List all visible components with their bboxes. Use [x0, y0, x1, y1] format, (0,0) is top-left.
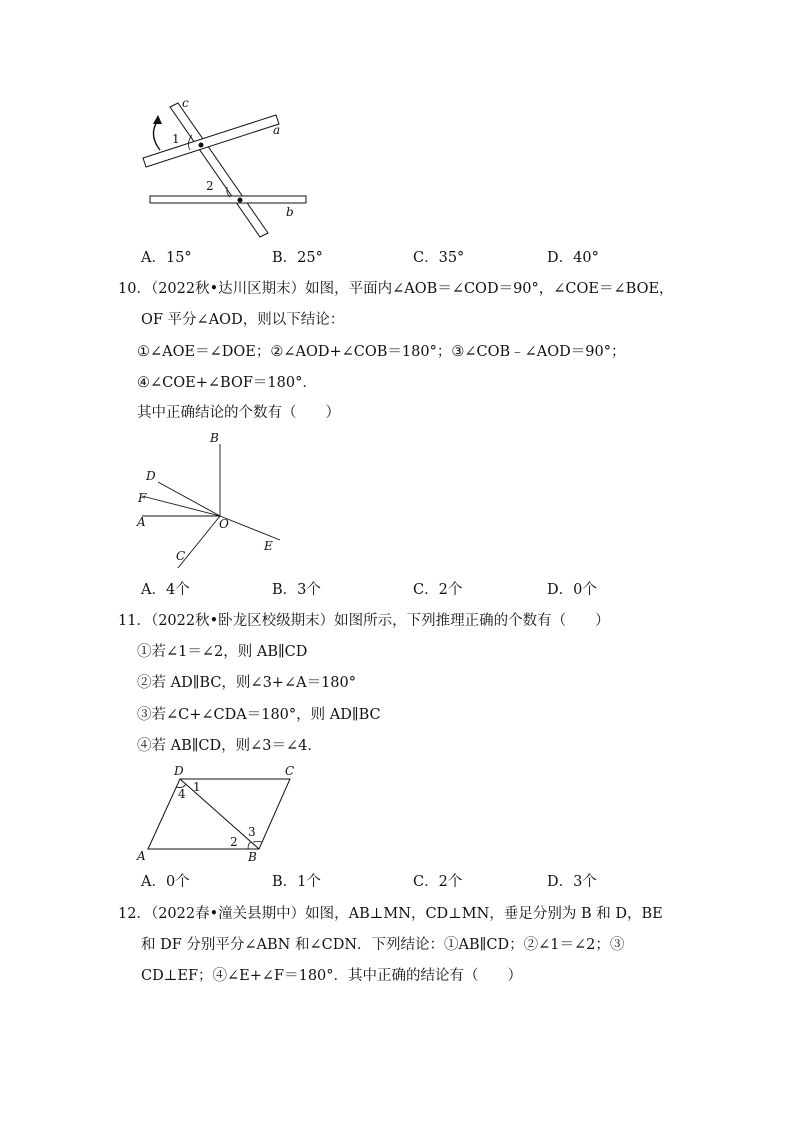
q9-option-d[interactable]: D．40° [547, 250, 599, 266]
q10-stem-line-2: OF 平分∠AOD，则以下结论： [141, 312, 345, 328]
q11-stem: 11．（2022秋•卧龙区校级期末）如图所示，下列推理正确的个数有（ ） [118, 613, 610, 629]
q11-option-c[interactable]: C．2个 [413, 874, 463, 890]
q10-option-b[interactable]: B．3个 [272, 582, 321, 598]
label-C: C [285, 764, 295, 778]
ray-OD [158, 482, 220, 516]
q12-stem-line-3: CD⊥EF；④∠E+∠F＝180°．其中正确的结论有（ ） [141, 968, 523, 984]
q9-option-b[interactable]: B．25° [272, 250, 323, 266]
label-O: O [219, 517, 229, 531]
label-A: A [137, 515, 146, 529]
rotation-arrow [153, 120, 160, 150]
q9-figure [130, 95, 330, 245]
q11-statement-1: ①若∠1＝∠2，则 AB∥CD [137, 644, 308, 660]
q10-option-d[interactable]: D．0个 [547, 582, 597, 598]
label-B: B [210, 431, 219, 445]
ray-OE [220, 516, 280, 540]
pivot-dot-1 [199, 143, 204, 148]
label-c: c [182, 96, 189, 110]
label-1: 1 [172, 132, 180, 146]
q11-option-d[interactable]: D．3个 [547, 874, 597, 890]
label-a: a [273, 123, 281, 137]
q10-option-a[interactable]: A．4个 [141, 582, 190, 598]
label-2: 2 [206, 179, 214, 193]
q9-option-a[interactable]: A．15° [141, 250, 192, 266]
q11-figure [130, 762, 310, 867]
q10-option-c[interactable]: C．2个 [413, 582, 463, 598]
q12-stem-line-2: 和 DF 分别平分∠ABN 和∠CDN．下列结论：①AB∥CD；②∠1＝∠2；③ [141, 937, 625, 953]
q10-question: 其中正确结论的个数有（ ） [137, 405, 340, 421]
q9-options [141, 248, 661, 268]
q10-statement-4: ④∠COE+∠BOF＝180°． [137, 375, 317, 391]
q12-stem-line-1: 12．（2022春•潼关县期中）如图，AB⊥MN，CD⊥MN，垂足分别为 B 和 D，BE [118, 906, 663, 922]
label-D: D [174, 764, 184, 778]
q10-figure [130, 430, 290, 575]
q11-statement-2: ②若 AD∥BC，则∠3+∠A＝180° [137, 675, 356, 691]
q10-stem-line-1: 10．（2022秋•达川区期末）如图，平面内∠AOB＝∠COD＝90°，∠COE＝∠BOE， [118, 281, 674, 297]
label-D: D [146, 469, 156, 483]
q11-option-a[interactable]: A．0个 [141, 874, 190, 890]
label-2: 2 [230, 835, 238, 849]
label-F: F [138, 491, 147, 505]
ray-OF [142, 496, 220, 516]
q10-statements-1-3: ①∠AOE＝∠DOE；②∠AOD+∠COB＝180°；③∠COB﹣∠AOD＝90°； [137, 344, 626, 360]
angle-3-arc [253, 842, 262, 843]
label-b: b [286, 205, 294, 219]
strip-b [150, 196, 306, 203]
q11-statement-4: ④若 AB∥CD，则∠3＝∠4． [137, 738, 322, 754]
q10-options [141, 580, 661, 600]
label-3: 3 [248, 825, 256, 839]
label-E: E [264, 539, 273, 553]
label-4: 4 [178, 787, 186, 801]
label-C: C [176, 549, 186, 563]
q11-option-b[interactable]: B．1个 [272, 874, 321, 890]
q11-options [141, 872, 661, 892]
q11-statement-3: ③若∠C+∠CDA＝180°，则 AD∥BC [137, 707, 381, 723]
angle-2-arc [248, 842, 251, 849]
pivot-dot-2 [238, 198, 243, 203]
label-A: A [137, 849, 146, 863]
label-B: B [248, 850, 257, 864]
q9-option-c[interactable]: C．35° [413, 250, 465, 266]
rotation-arrowhead [153, 115, 162, 124]
label-1: 1 [193, 780, 201, 794]
